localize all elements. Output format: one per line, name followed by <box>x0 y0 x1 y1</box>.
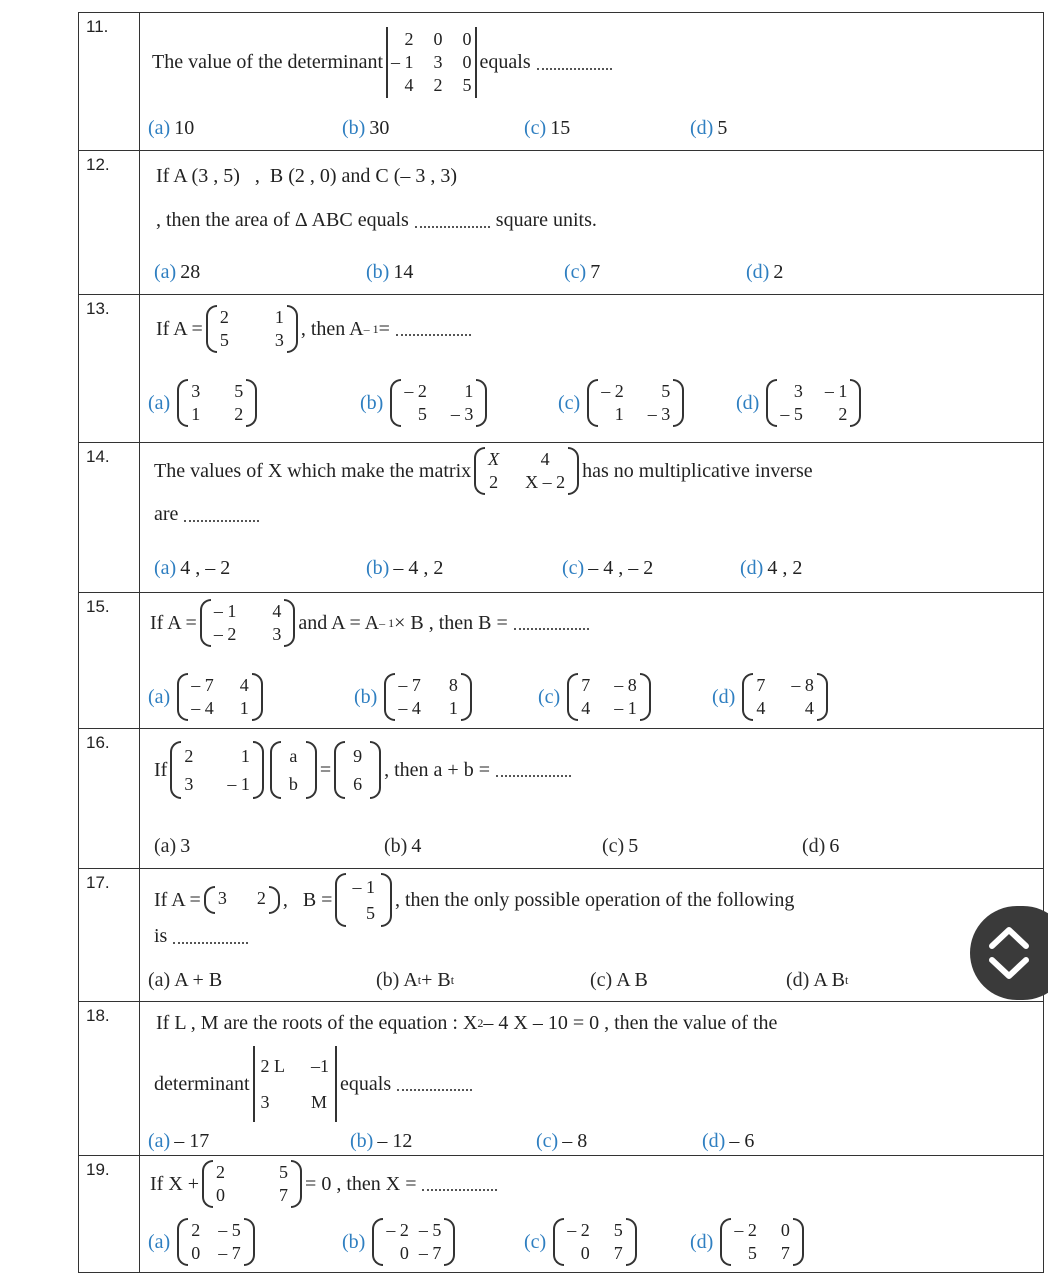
option-c[interactable]: (c) A B <box>590 969 648 991</box>
chevron-up-down-icon <box>982 920 1036 986</box>
option-a[interactable]: (a) 10 <box>148 117 195 139</box>
option-d[interactable]: (d) A B t <box>786 969 849 991</box>
option-a[interactable]: (a) 3 5 1 2 <box>148 379 360 427</box>
options <box>154 835 1033 858</box>
options <box>148 379 1033 427</box>
options <box>154 261 1033 284</box>
option-a[interactable]: (a) 28 <box>154 261 201 283</box>
option-c[interactable]: (c) – 4 , – 2 <box>562 557 654 579</box>
option-a[interactable]: (a) 4 , – 2 <box>154 557 231 579</box>
option-c[interactable]: (c) 7 – 8 4 – 1 <box>538 673 712 721</box>
option-b[interactable]: (b) 14 <box>366 261 414 283</box>
question-number: 17. <box>79 869 140 1001</box>
question-row-17 <box>79 868 1043 1001</box>
question-number: 12. <box>79 151 140 294</box>
question-row-16 <box>79 728 1043 868</box>
question-number: 14. <box>79 443 140 592</box>
option-d[interactable]: (d) 2 <box>746 261 784 283</box>
option-d[interactable]: (d) 7 – 8 4 4 <box>712 673 831 721</box>
options <box>148 1218 1033 1266</box>
determinant: 2 0 0 – 1 3 0 4 2 5 <box>386 27 477 98</box>
matrix-result: 9 6 <box>334 741 381 799</box>
question-row-18 <box>79 1001 1043 1155</box>
option-a[interactable]: (a) – 17 <box>148 1130 210 1152</box>
option-a[interactable]: (a) A + B <box>148 969 223 991</box>
option-c[interactable]: (c) 5 <box>602 835 639 857</box>
question-row-19 <box>79 1155 1043 1273</box>
options <box>148 673 1033 721</box>
question-number: 18. <box>79 1002 140 1155</box>
matrix-A: 3 2 <box>204 886 280 914</box>
options <box>148 969 1033 992</box>
question-text: If A = – 1 4 – 2 3 and A = A – 1 × B , then B = <box>150 599 595 647</box>
matrix-A: 2 1 5 3 <box>206 305 298 353</box>
option-d[interactable]: (d) 6 <box>802 835 840 857</box>
question-text: If A = 2 1 5 3 , then A – 1 = <box>156 305 477 353</box>
answer-blank <box>422 1177 497 1191</box>
determinant: 2 L –1 3 M <box>253 1046 338 1122</box>
answer-blank <box>537 56 612 70</box>
question-row-13 <box>79 294 1043 442</box>
option-d[interactable]: (d) 3 – 1 – 5 2 <box>736 379 864 427</box>
option-a[interactable]: (a) – 7 4 – 4 1 <box>148 673 354 721</box>
question-number: 11. <box>79 13 140 150</box>
options <box>148 117 1033 140</box>
matrix-variables: a b <box>270 741 317 799</box>
question-number: 13. <box>79 295 140 442</box>
question-text-line2: determinant 2 L –1 3 M equals <box>154 1046 478 1122</box>
question-table <box>78 12 1044 1273</box>
option-b[interactable]: (b) – 4 , 2 <box>366 557 444 579</box>
answer-blank <box>514 616 589 630</box>
question-number: 15. <box>79 593 140 728</box>
option-d[interactable]: (d) 4 , 2 <box>740 557 803 579</box>
question-row-12 <box>79 150 1043 294</box>
option-b[interactable]: (b) 30 <box>342 117 390 139</box>
matrix-coefficients: 2 1 3 – 1 <box>170 741 264 799</box>
option-b[interactable]: (b) – 12 <box>350 1130 413 1152</box>
question-text: If X + 2 5 0 7 = 0 , then X = <box>150 1160 503 1208</box>
option-c[interactable]: (c) 15 <box>524 117 571 139</box>
answer-blank <box>396 322 471 336</box>
matrix: X 4 2 X – 2 <box>474 447 579 495</box>
question-number: 16. <box>79 729 140 868</box>
scroll-up-down-button[interactable] <box>970 906 1048 1000</box>
question-row-14 <box>79 442 1043 592</box>
matrix-B: – 1 5 <box>335 873 392 927</box>
answer-blank <box>415 214 490 228</box>
question-text: If A = 3 2 , B = – 1 5 , then the only possible operation of the following <box>154 873 794 927</box>
option-b[interactable]: (b) 4 <box>384 835 422 857</box>
question-text: If L , M are the roots of the equation : X 2 – 4 X – 10 = 0 , then the value of the <box>156 1012 778 1034</box>
question-row-15 <box>79 592 1043 728</box>
option-d[interactable]: (d) – 6 <box>702 1130 755 1152</box>
answer-blank <box>397 1077 472 1091</box>
question-text: The value of the determinant 2 0 0 – 1 3 0 4 2 5 equals <box>152 27 618 98</box>
question-text: If 2 1 3 – 1 a b = 9 6 , then a + b = <box>154 741 577 799</box>
matrix: 2 5 0 7 <box>202 1160 302 1208</box>
question-number: 19. <box>79 1156 140 1272</box>
answer-blank <box>184 508 259 522</box>
option-a[interactable]: (a) 2 – 5 0 – 7 <box>148 1218 342 1266</box>
option-c[interactable]: (c) – 2 5 0 7 <box>524 1218 690 1266</box>
options <box>148 1130 1033 1153</box>
option-a[interactable]: (a) 3 <box>154 835 191 857</box>
option-c[interactable]: (c) 7 <box>564 261 601 283</box>
question-text: If A (3 , 5) , B (2 , 0) and C (– 3 , 3) <box>156 165 458 187</box>
option-c[interactable]: (c) – 2 5 1 – 3 <box>558 379 736 427</box>
option-c[interactable]: (c) – 8 <box>536 1130 588 1152</box>
question-text-line2: , then the area of Δ ABC equals square units. <box>156 209 597 231</box>
answer-blank <box>496 763 571 777</box>
question-text: The values of X which make the matrix X 4 2 X – 2 has no multiplicative inverse <box>154 447 813 495</box>
matrix-A: – 1 4 – 2 3 <box>200 599 296 647</box>
answer-blank <box>173 930 248 944</box>
question-row-11 <box>79 12 1043 150</box>
option-b[interactable]: (b) – 2 – 5 0 – 7 <box>342 1218 524 1266</box>
option-b[interactable]: (b) A t + B t <box>376 969 455 991</box>
options <box>154 557 1033 580</box>
option-b[interactable]: (b) – 2 1 5 – 3 <box>360 379 558 427</box>
option-b[interactable]: (b) – 7 8 – 4 1 <box>354 673 538 721</box>
option-d[interactable]: (d) – 2 0 5 7 <box>690 1218 807 1266</box>
question-text-line2: is <box>154 925 254 948</box>
question-text-line2: are <box>154 503 265 526</box>
option-d[interactable]: (d) 5 <box>690 117 728 139</box>
